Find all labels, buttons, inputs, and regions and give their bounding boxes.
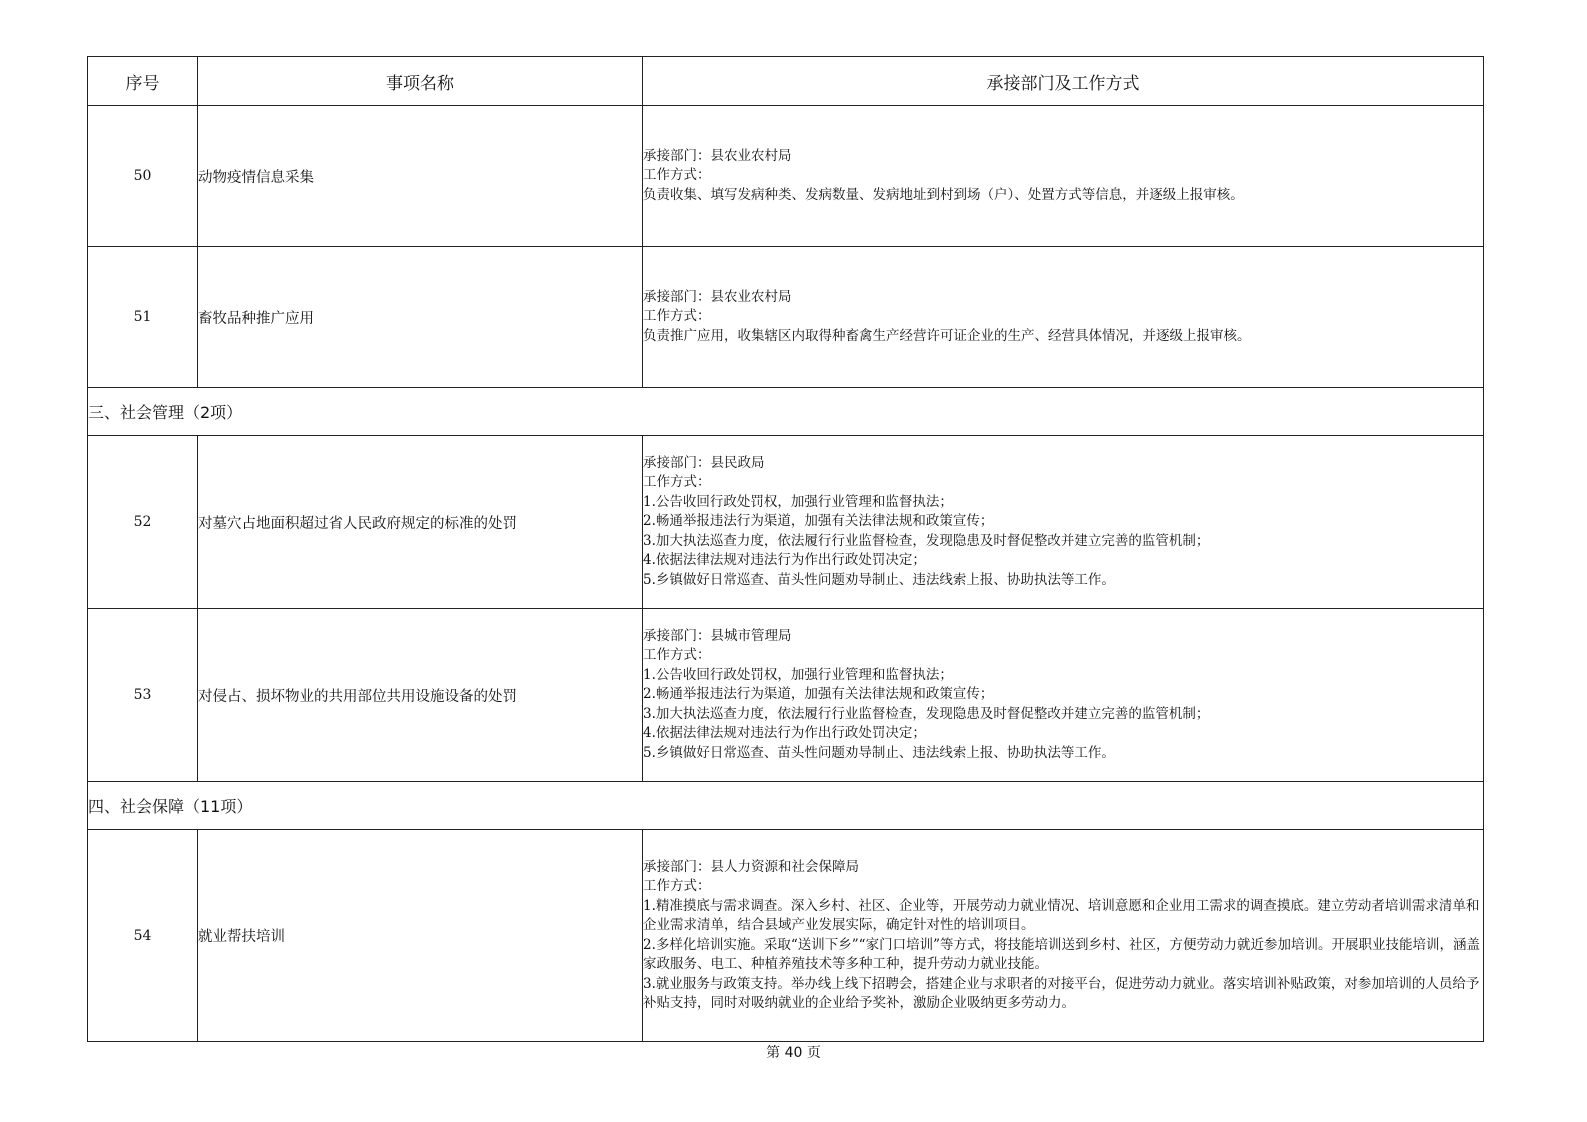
- row-name: 就业帮扶培训: [198, 830, 643, 1042]
- table-header-row: [88, 57, 1484, 106]
- dept-line: 工作方式：: [643, 647, 711, 664]
- row-seq: 54: [88, 830, 198, 1042]
- table-row: [88, 436, 1484, 609]
- row-dept: [643, 830, 1484, 1042]
- row-seq: 53: [88, 609, 198, 782]
- dept-line: 4.依据法律法规对违法行为作出行政处罚决定；: [643, 552, 926, 569]
- table-row: [88, 247, 1484, 388]
- dept-line: 承接部门：县民政局: [643, 454, 765, 471]
- row-name: 对墓穴占地面积超过省人民政府规定的标准的处罚: [198, 436, 643, 609]
- row-dept: [643, 106, 1484, 247]
- dept-line: 负责推广应用，收集辖区内取得种畜禽生产经营许可证企业的生产、经营具体情况，并逐级上报审核。: [643, 327, 1251, 344]
- section-heading: 三、社会管理（2项）: [88, 388, 1484, 436]
- section-row: [88, 782, 1484, 830]
- dept-line: 5.乡镇做好日常巡查、苗头性问题劝导制止、违法线索上报、协助执法等工作。: [643, 571, 1115, 588]
- dept-line: 3.就业服务与政策支持。举办线上线下招聘会，搭建企业与求职者的对接平台，促进劳动力就业。落实培训补贴政策，对参加培训的人员给予补贴支持，同时对吸纳就业的企业给予奖补，激励企业吸纳更多劳动力。: [643, 975, 1480, 1011]
- table-row: [88, 830, 1484, 1042]
- dept-line: 5.乡镇做好日常巡查、苗头性问题劝导制止、违法线索上报、协助执法等工作。: [643, 744, 1115, 761]
- dept-line: 1.精准摸底与需求调查。深入乡村、社区、企业等，开展劳动力就业情况、培训意愿和企业用工需求的调查摸底。建立劳动者培训需求清单和企业需求清单，结合县域产业发展实际，确定针对性的培训项目。: [643, 897, 1480, 933]
- dept-line: 承接部门：县农业农村局: [643, 288, 792, 305]
- dept-line: 工作方式：: [643, 167, 711, 184]
- items-table: [87, 56, 1484, 1042]
- dept-line: 承接部门：县人力资源和社会保障局: [643, 858, 859, 875]
- row-dept: [643, 247, 1484, 388]
- dept-line: 2.畅通举报违法行为渠道，加强有关法律法规和政策宣传；: [643, 513, 994, 530]
- dept-line: 工作方式：: [643, 878, 711, 894]
- dept-line: 3.加大执法巡查力度，依法履行行业监督检查，发现隐患及时督促整改并建立完善的监管机制；: [643, 705, 1210, 722]
- header-name: 事项名称: [198, 57, 643, 106]
- header-seq: 序号: [88, 57, 198, 106]
- row-name: 畜牧品种推广应用: [198, 247, 643, 388]
- dept-line: 2.多样化培训实施。采取“送训下乡”“家门口培训”等方式，将技能培训送到乡村、社区，方便劳动力就近参加培训。开展职业技能培训，涵盖家政服务、电工、种植养殖技术等多种工种，提升劳动力就业技能。: [643, 936, 1480, 972]
- dept-line: 承接部门：县农业农村局: [643, 147, 792, 164]
- row-dept: [643, 609, 1484, 782]
- row-name: 动物疫情信息采集: [198, 106, 643, 247]
- header-dept: 承接部门及工作方式: [643, 57, 1484, 106]
- dept-line: 1.公告收回行政处罚权，加强行业管理和监督执法；: [643, 493, 953, 510]
- dept-line: 1.公告收回行政处罚权，加强行业管理和监督执法；: [643, 666, 953, 683]
- dept-line: 负责收集、填写发病种类、发病数量、发病地址到村到场（户）、处置方式等信息，并逐级上报审核。: [643, 186, 1244, 203]
- dept-line: 工作方式：: [643, 308, 711, 325]
- page-number: 第 40 页: [766, 1045, 821, 1061]
- table-row: [88, 106, 1484, 247]
- row-seq: 50: [88, 106, 198, 247]
- row-seq: 51: [88, 247, 198, 388]
- dept-line: 工作方式：: [643, 474, 711, 491]
- table-row: [88, 609, 1484, 782]
- row-dept: [643, 436, 1484, 609]
- section-heading: 四、社会保障（11项）: [88, 782, 1484, 830]
- row-seq: 52: [88, 436, 198, 609]
- dept-line: 承接部门：县城市管理局: [643, 627, 792, 644]
- dept-line: 2.畅通举报违法行为渠道，加强有关法律法规和政策宣传；: [643, 686, 994, 703]
- dept-line: 3.加大执法巡查力度，依法履行行业监督检查，发现隐患及时督促整改并建立完善的监管机制；: [643, 532, 1210, 549]
- dept-line: 4.依据法律法规对违法行为作出行政处罚决定；: [643, 725, 926, 742]
- section-row: [88, 388, 1484, 436]
- row-name: 对侵占、损坏物业的共用部位共用设施设备的处罚: [198, 609, 643, 782]
